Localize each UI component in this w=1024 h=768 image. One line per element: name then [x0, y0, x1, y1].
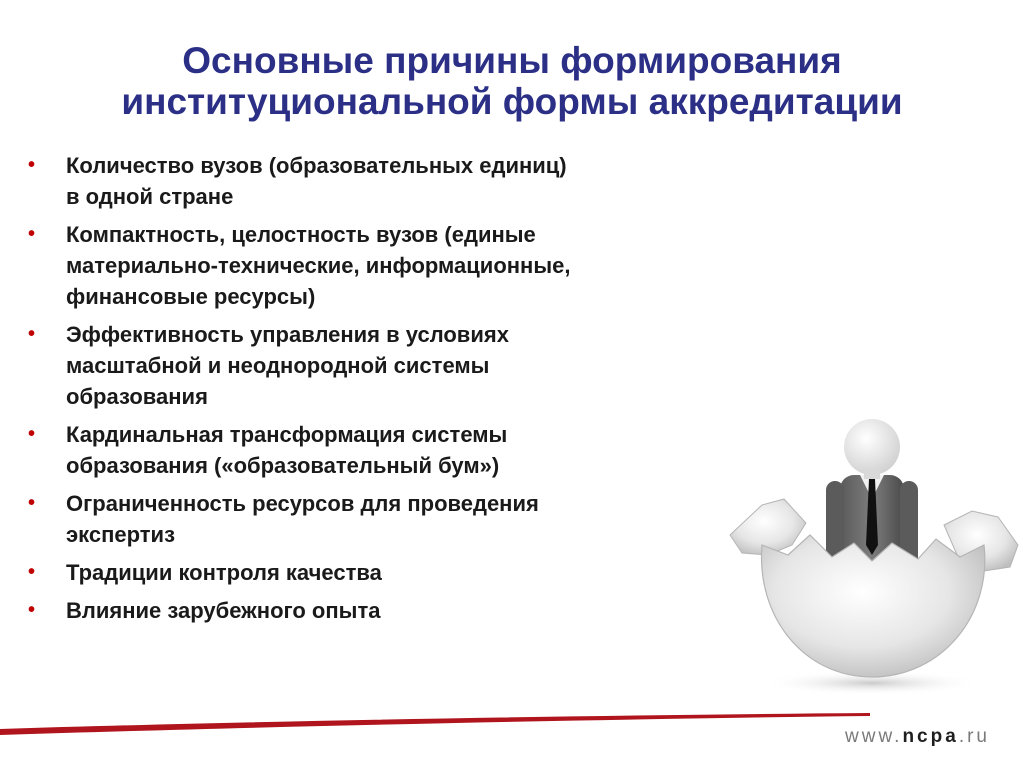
shell-fragment-left	[730, 499, 806, 555]
footer-url-suffix: .ru	[958, 726, 990, 747]
list-item-line: Кардинальная трансформация системы	[66, 422, 508, 447]
list-item-line: Количество вузов (образовательных единиц)	[66, 153, 567, 178]
bullet-icon: •	[28, 561, 36, 583]
bullet-icon: •	[28, 492, 36, 514]
list-item-line: Компактность, целостность вузов (единые	[66, 222, 536, 247]
list-item	[24, 219, 724, 312]
title-line-1: Основные причины формирования	[182, 40, 842, 81]
bullet-icon: •	[28, 323, 36, 345]
list-item	[24, 595, 724, 626]
footer-url-prefix: www.	[845, 726, 903, 747]
list-item	[24, 319, 724, 412]
list-item-line: Эффективность управления в условиях	[66, 322, 509, 347]
man-in-eggshell-illustration	[722, 395, 1024, 695]
list-item-line: в одной стране	[66, 184, 234, 209]
bullet-icon: •	[28, 223, 36, 245]
footer-url-domain: ncpa	[902, 726, 959, 747]
list-item-line: образования («образовательный бум»)	[66, 453, 500, 478]
footer-url	[845, 726, 990, 748]
list-item	[24, 557, 724, 588]
list-item	[24, 419, 724, 481]
list-item-line: Влияние зарубежного опыта	[66, 598, 381, 623]
list-item-line: материально-технические, информационные,	[66, 253, 571, 278]
list-item-line: образования	[66, 384, 208, 409]
list-item	[24, 488, 724, 550]
list-item-line: экспертиз	[66, 522, 176, 547]
list-item-line: Традиции контроля качества	[66, 560, 382, 585]
bullet-icon: •	[28, 599, 36, 621]
neck	[864, 469, 880, 479]
list-item-line: масштабной и неоднородной системы	[66, 353, 490, 378]
title-line-2: институциональной формы аккредитации	[121, 81, 903, 122]
slide-title	[40, 40, 984, 122]
list-item	[24, 150, 724, 212]
bullet-icon: •	[28, 154, 36, 176]
head	[844, 419, 900, 475]
bullet-list	[24, 150, 724, 633]
bullet-icon: •	[28, 423, 36, 445]
list-item-line: финансовые ресурсы)	[66, 284, 316, 309]
list-item-line: Ограниченность ресурсов для проведения	[66, 491, 539, 516]
